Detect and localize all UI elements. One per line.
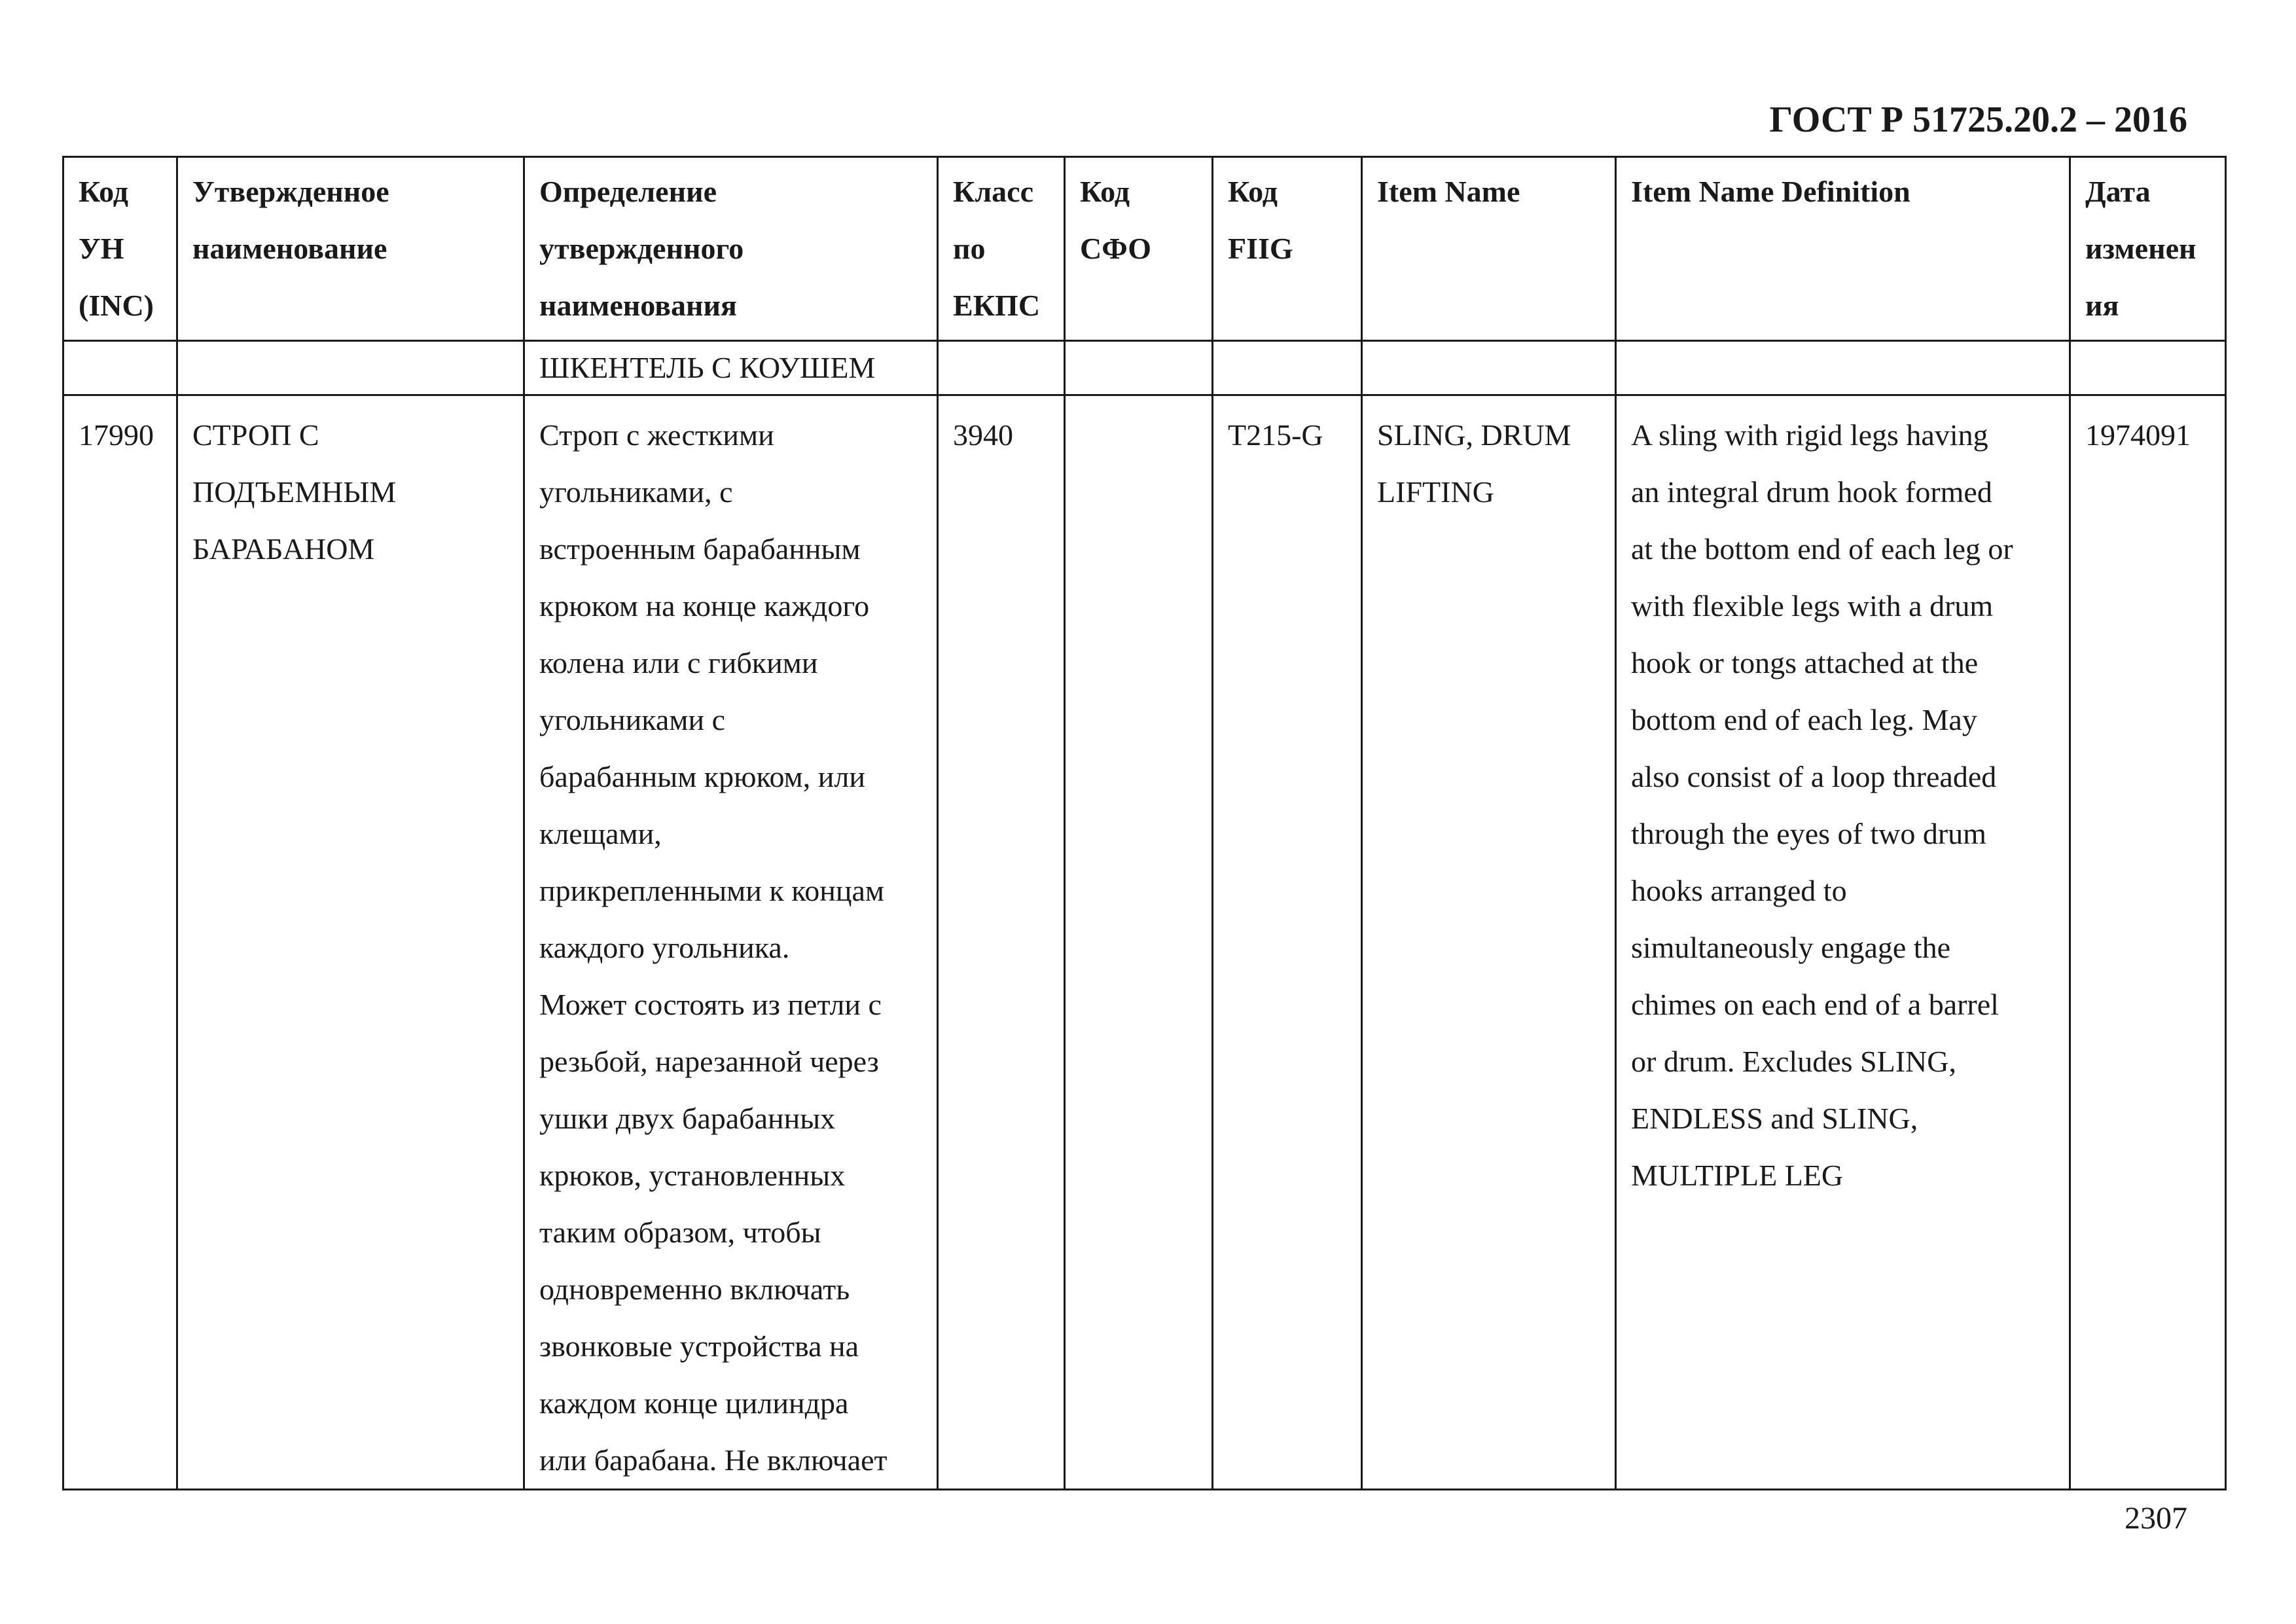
cell-fiig-code — [1213, 341, 1362, 395]
cell-approved-name: СТРОП С ПОДЪЕМНЫМ БАРАБАНОМ — [177, 395, 524, 1490]
header-item-name-definition: Item Name Definition — [1616, 157, 2070, 341]
cell-approved-name — [177, 341, 524, 395]
cell-item-name: SLING, DRUM LIFTING — [1362, 395, 1616, 1490]
header-approved-name: Утвержденное наименование — [177, 157, 524, 341]
cell-inc — [63, 341, 177, 395]
cell-item-name — [1362, 341, 1616, 395]
classification-table — [62, 156, 2227, 1490]
cell-definition: Строп с жесткими угольниками, с встроенным барабанным крюком на конце каждого колена или с гибкими угольниками с барабанным крюком, или клещами, прикрепленными к концам каждого угольника. Может состоять из петли с резьбой, нарезанной через ушки двух барабанных крюков, установленных таким образом, чтобы одновременно включать звонковые устройства на каждом конце цилиндра или барабана. Не включает — [524, 395, 938, 1490]
document-code: ГОСТ Р 51725.20.2 – 2016 — [1769, 99, 2187, 140]
cell-inc: 17990 — [63, 395, 177, 1490]
cell-definition: ШКЕНТЕЛЬ С КОУШЕМ — [524, 341, 938, 395]
page-number: 2307 — [2125, 1501, 2187, 1536]
cell-sfo-code — [1065, 341, 1213, 395]
header-definition: Определение утвержденного наименования — [524, 157, 938, 341]
cell-change-date: 1974091 — [2070, 395, 2226, 1490]
header-class: Класс по ЕКПС — [938, 157, 1065, 341]
table-row — [63, 395, 2226, 1490]
cell-item-name-definition: A sling with rigid legs having an integral drum hook formed at the bottom end of each leg or with flexible legs with a drum hook or tongs attached at the bottom end of each leg. May also consist of a loop threaded through the eyes of two drum hooks arranged to simultaneously engage the chimes on each end of a barrel or drum. Excludes SLING, ENDLESS and SLING, MULTIPLE LEG — [1616, 395, 2070, 1490]
header-change-date: Дата изменен ия — [2070, 157, 2226, 341]
cell-class — [938, 341, 1065, 395]
header-item-name: Item Name — [1362, 157, 1616, 341]
cell-change-date — [2070, 341, 2226, 395]
table-header-row — [63, 157, 2226, 341]
cell-sfo-code — [1065, 395, 1213, 1490]
header-fiig-code: Код FIIG — [1213, 157, 1362, 341]
header-sfo-code: Код СФО — [1065, 157, 1213, 341]
header-inc: Код УН (INC) — [63, 157, 177, 341]
cell-item-name-definition — [1616, 341, 2070, 395]
cell-fiig-code: T215-G — [1213, 395, 1362, 1490]
table-row-continuation — [63, 341, 2226, 395]
cell-class: 3940 — [938, 395, 1065, 1490]
